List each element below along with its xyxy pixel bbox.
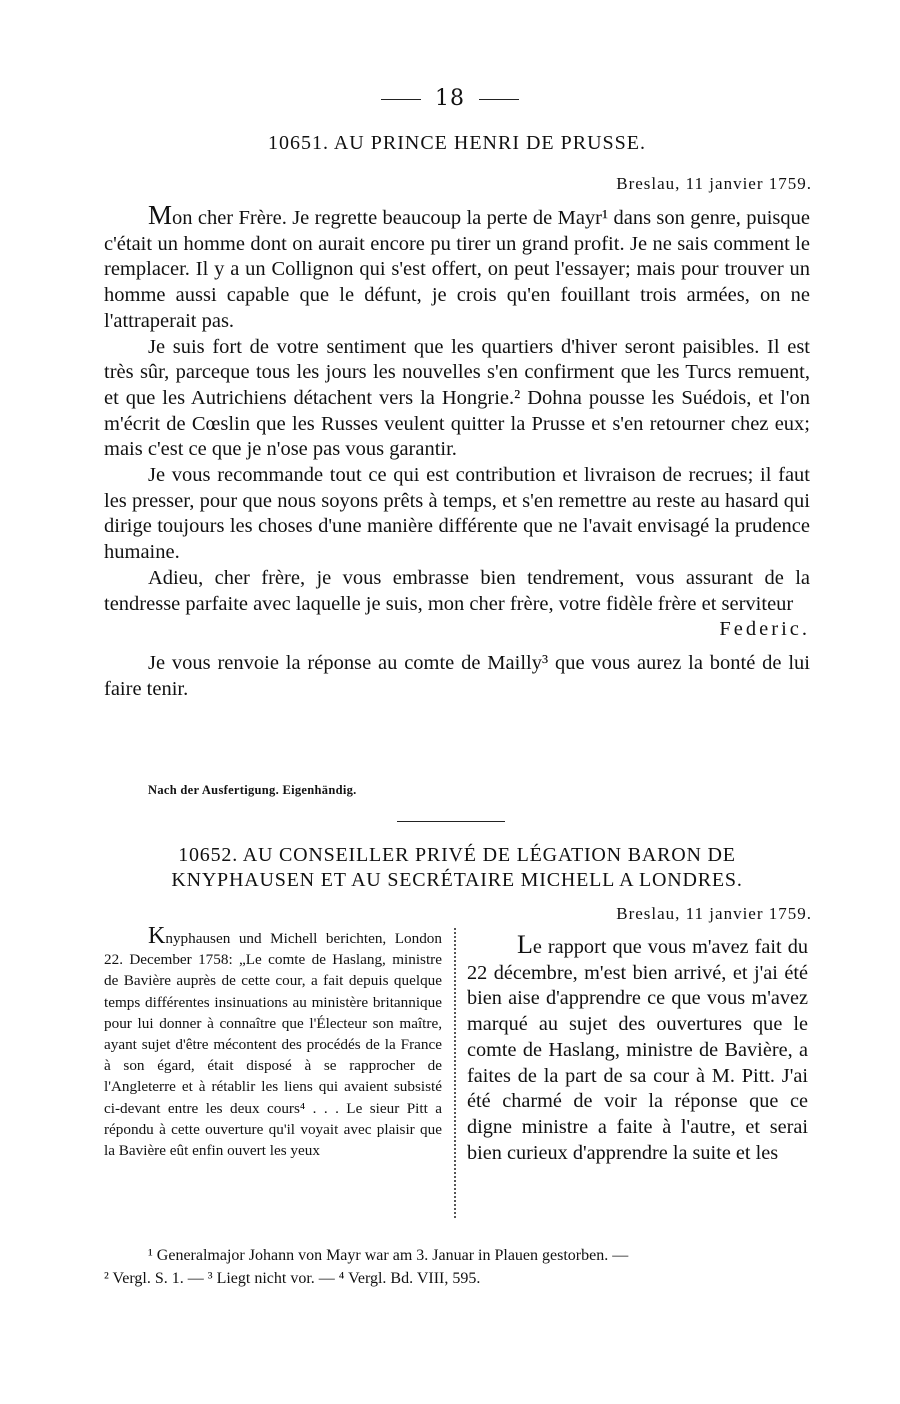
letter-paragraph: Mon cher Frère. Je regrette beaucoup la perte de Mayr¹ dans son genre, puisque c'était un homme dont on aurait encore pu tirer un grand profit. Je ne sais comment le remplacer. Il y a un Collignon qui s'est offert, on peut l'essayer; mais pour trouver un homme aussi capable que le défunt, je crois qu'en fouillant trois armées, on ne l'attraperait pas. <box>104 200 810 332</box>
drop-capital: K <box>148 923 166 949</box>
footnote-line: ² Vergl. S. 1. — ³ Liegt nicht vor. — ⁴ Vergl. Bd. VIII, 595. <box>104 1270 481 1287</box>
letter-column <box>467 932 808 1166</box>
letter-paragraph: Je suis fort de votre sentiment que les quartiers d'hiver seront paisibles. Il est très sûr, parceque tous les jours les nouvelles s'en confirment que les Turcs remuent, et que les Autrichiens détachent vers la Hongrie.² Dohna pousse les Suédois, et l'on m'écrit de Cœslin que les Russes veulent quitter la Prusse et s'en retourner chez eux; mais c'est ce que je n'ose pas vous garantir. <box>104 335 810 461</box>
letter-paragraph: Je vous recommande tout ce qui est contribution et livraison de recrues; il faut les presser, pour que nous soyons prêts à temps, et s'en remettre au reste au hasard qui dirige toujours les choses d'une manière différente que ne l'avait envisagé la prudence humaine. <box>104 464 810 564</box>
letter-body <box>104 200 810 702</box>
letter-paragraph: Le rapport que vous m'avez fait du 22 décembre, m'est bien arrivé, et j'ai été bien aise d'apprendre ce que vous m'avez marqué au sujet des ouvertures que le comte de Haslang, ministre de Bavière, a faites de la part de sa cour à M. Pitt. J'ai été charmé de voir la réponse que ce digne ministre a faite à l'autre, et serai bien curieux d'apprendre la suite et les <box>467 930 808 1164</box>
letter-paragraph: Adieu, cher frère, je vous embrasse bien tendrement, vous assurant de la tendresse parfaite avec laquelle je suis, mon cher frère, votre fidèle frère et serviteur <box>104 566 810 615</box>
letter-heading-2 <box>104 843 810 893</box>
source-note: Nach der Ausfertigung. Eigenhändig. <box>148 783 357 797</box>
column-divider <box>454 928 456 1218</box>
section-divider <box>397 821 505 822</box>
folio-dash-left <box>381 99 421 100</box>
heading-line: KNYPHAUSEN ET AU SECRÉTAIRE MICHELL A LONDRES. <box>171 869 743 891</box>
letter-dateline: Breslau, 11 janvier 1759. <box>616 174 812 193</box>
drop-capital: M <box>148 200 173 230</box>
signature: Federic. <box>719 618 810 641</box>
summary-column <box>104 923 442 1161</box>
drop-capital: L <box>517 930 533 959</box>
postscript: Je vous renvoie la réponse au comte de Mailly³ que vous aurez la bonté de lui faire tenir. <box>104 651 810 700</box>
letter-dateline-2: Breslau, 11 janvier 1759. <box>616 904 812 923</box>
heading-line: 10652. AU CONSEILLER PRIVÉ DE LÉGATION BARON DE <box>178 844 736 866</box>
footnote-line: ¹ Generalmajor Johann von Mayr war am 3. Januar in Plauen gestorben. — <box>148 1247 629 1264</box>
footnotes <box>104 1244 810 1290</box>
folio-number: 18 <box>435 86 465 111</box>
page-number <box>0 86 900 111</box>
letter-heading: 10651. AU PRINCE HENRI DE PRUSSE. <box>267 132 647 154</box>
folio-dash-right <box>479 99 519 100</box>
summary-paragraph: Knyphausen und Michell berichten, London 22. December 1758: „Le comte de Haslang, ministre de Bavière auprès de cette cour, a fait depuis quelque temps différentes insinuations au ministère britannique pour lui donner à connaître que l'Électeur son maître, ayant sujet d'être mécontent des procédés de la France à son égard, était disposé à se rapprocher de l'Angleterre et à rétablir les liens qui avaient subsisté ci-devant entre les deux cours⁴ . . . Le sieur Pitt a répondu à cette ouverture qu'il voyait avec plaisir que la Bavière eût enfin ouvert les yeux <box>104 923 442 1160</box>
